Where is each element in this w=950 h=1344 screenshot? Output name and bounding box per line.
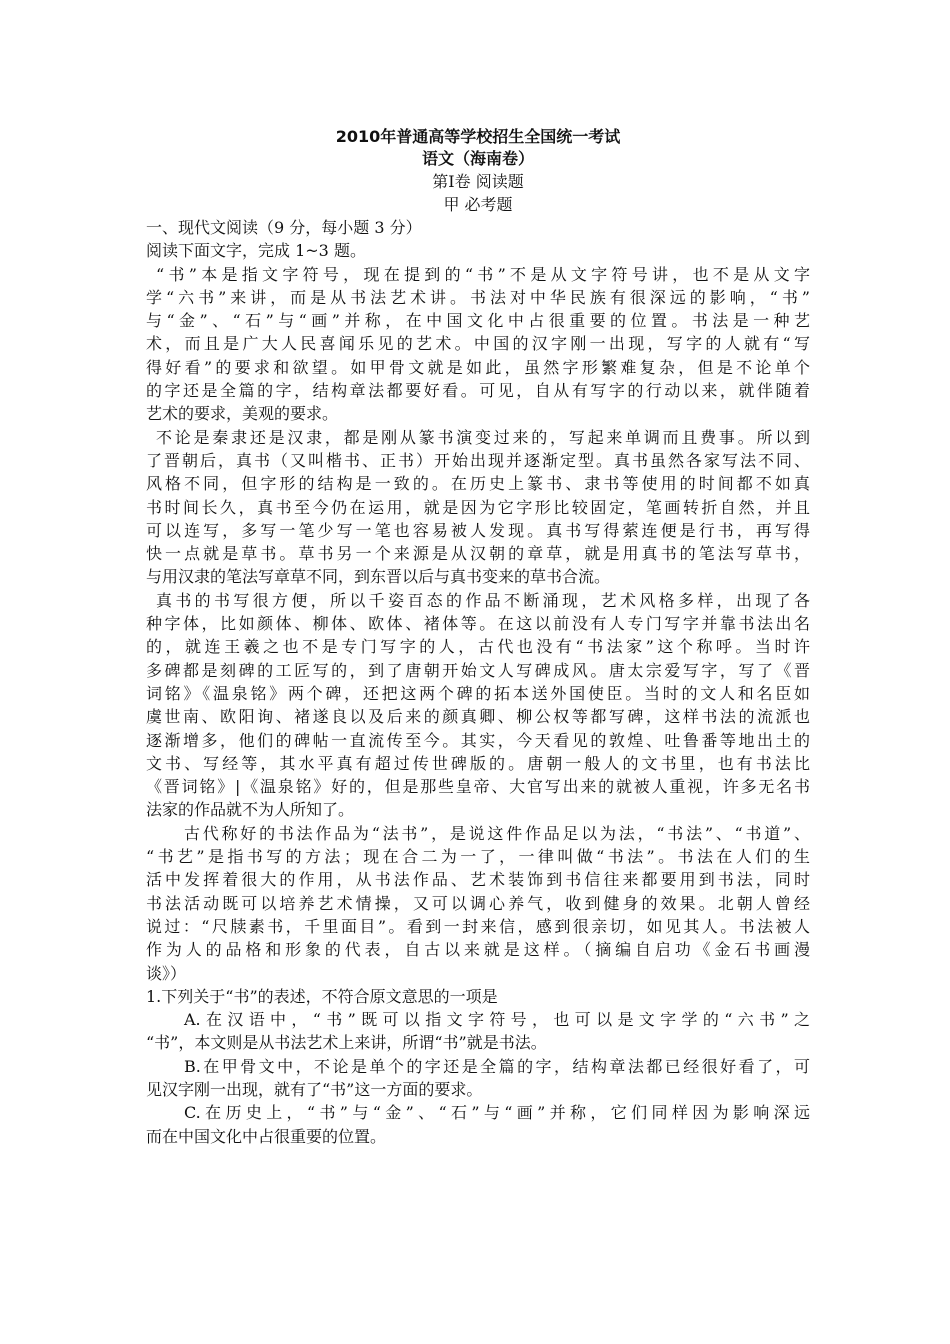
option-line: “书”，本文则是从书法艺术上来讲，所谓“书”就是书法。	[146, 1033, 547, 1053]
passage-line: 文书、写经等，其水平真有超过传世碑版的。唐朝一般人的文书里，也有书法比	[146, 753, 810, 773]
passage-line: 词铭》《温泉铭》两个碑，还把这两个碑的拓本送外国使臣。当时的文人和名臣如	[146, 683, 810, 703]
passage-line: “书艺”是指书写的方法；现在合二为一了，一律叫做“书法”。书法在人们的生	[146, 847, 810, 867]
passage-line: 的字还是全篇的字，结构章法都要好看。可见，自从有写字的行动以来，就伴随着	[146, 381, 810, 401]
passage-line: 艺术的要求，美观的要求。	[146, 404, 339, 424]
exam-page	[146, 126, 810, 1148]
passage-line: 与用汉隶的笔法写章草不同，到东晋以后与真书变来的草书合流。	[146, 567, 611, 587]
option-line: 而在中国文化中占很重要的位置。	[146, 1126, 387, 1146]
passage-line: 虞世南、欧阳询、褚遂良以及后来的颜真卿、柳公权等都写碑，这样书法的流派也	[146, 707, 810, 727]
passage-line: 与“金”、“石”与“画”并称，在中国文化中占很重要的位置。书法是一种艺	[146, 311, 810, 331]
passage-paragraph-4	[146, 822, 810, 985]
exam-section: 甲 必考题	[443, 195, 513, 214]
passage-line: 谈》）	[146, 963, 187, 983]
passage-paragraph-1	[146, 263, 810, 426]
option-line: B.在甲骨文中，不论是单个的字还是全篇的字，结构章法都已经很好看了，可	[184, 1056, 810, 1076]
passage-line: 得好看”的要求和欲望。如甲骨文就是如此，虽然字形繁难复杂，但是不论单个	[146, 357, 810, 377]
option-c	[146, 1101, 810, 1148]
part-heading: 一、现代文阅读（9 分，每小题 3 分）	[146, 218, 422, 237]
passage-line: 多碑都是刻碑的工匠写的，到了唐朝开始文人写碑成风。唐太宗爱写字，写了《晋	[146, 660, 810, 680]
passage-line: 作为人的品格和形象的代表，自古以来就是这样。（摘编自启功《金石书画漫	[146, 940, 810, 960]
passage-line: 真书的书写很方便，所以千姿百态的作品不断涌现，艺术风格多样，出现了各	[156, 590, 810, 610]
passage-line: 可以连写，多写一笔少写一笔也容易被人发现。真书写得萦连便是行书，再写得	[146, 520, 810, 540]
passage-line: “书”本是指文字符号，现在提到的“书”不是从文字符号讲，也不是从文字	[156, 264, 810, 284]
passage-line: 风格不同，但字形的结构是一致的。在历史上篆书、隶书等使用的时间都不如真	[146, 474, 810, 494]
option-line: C.在历史上，“书”与“金”、“石”与“画”并称，它们同样因为影响深远	[184, 1103, 810, 1123]
question-stem: 1.下列关于“书”的表述，不符合原文意思的一项是	[146, 986, 498, 1006]
option-a	[146, 1008, 810, 1055]
passage-line: 的，就连王羲之也不是专门写字的人，古代也没有“书法家”这个称呼。当时许	[146, 637, 810, 657]
passage-line: 逐渐增多，他们的碑帖一直流传至今。其实，今天看见的敦煌、吐鲁番等地出土的	[146, 730, 810, 750]
exam-title: 2010年普通高等学校招生全国统一考试	[335, 127, 621, 146]
passage-line: 活中发挥着很大的作用，从书法作品、艺术装饰到书信往来都要用到书法，同时	[146, 870, 810, 890]
passage-line: 古代称好的书法作品为“法书”，是说这件作品足以为法，“书法”、“书道”、	[184, 823, 810, 843]
passage-line: 书时间长久，真书至今仍在运用，就是因为它字形比较固定，笔画转折自然，并且	[146, 497, 810, 517]
passage-line: 术，而且是广大人民喜闻乐见的艺术。中国的汉字刚一出现，写字的人就有“写	[146, 334, 810, 354]
passage-line: 说过：“尺牍素书，千里面目”。看到一封来信，感到很亲切，如见其人。书法被人	[146, 916, 810, 936]
passage-line: 不论是秦隶还是汉隶，都是刚从篆书演变过来的，写起来单调而且费事。所以到	[156, 427, 810, 447]
passage-line: 快一点就是草书。草书另一个来源是从汉朝的章草，就是用真书的笔法写草书，	[146, 544, 810, 564]
passage-line: 法家的作品就不为人所知了。	[146, 800, 355, 820]
option-b	[146, 1055, 810, 1102]
exam-subject: 语文（海南卷）	[421, 149, 534, 168]
exam-volume: 第Ⅰ卷 阅读题	[432, 172, 524, 191]
passage-line: 书法活动既可以培养艺术情操，又可以调心养气，收到健身的效果。北朝人曾经	[146, 893, 810, 913]
passage-line: 种字体，比如颜体、柳体、欧体、褚体等。在这以前没有人专门写字并靠书法出名	[146, 614, 810, 634]
passage-paragraph-2	[146, 426, 810, 589]
exam-header	[146, 126, 810, 216]
question-1	[146, 985, 810, 1148]
part-instruction: 阅读下面文字，完成 1~3 题。	[146, 241, 366, 261]
option-line: A.在汉语中，“书”既可以指文字符号，也可以是文字学的“六书”之	[184, 1010, 810, 1030]
passage-line: 了晋朝后，真书（又叫楷书、正书）开始出现并逐渐定型。真书虽然各家写法不同、	[146, 450, 810, 470]
passage-line: 《晋词铭》|《温泉铭》好的，但是那些皇帝、大官写出来的就被人重视，许多无名书	[146, 777, 810, 797]
passage-paragraph-3	[146, 589, 810, 822]
option-line: 见汉字刚一出现，就有了“书”这一方面的要求。	[146, 1079, 483, 1099]
passage-line: 学“六书”来讲，而是从书法艺术讲。书法对中华民族有很深远的影响，“书”	[146, 287, 810, 307]
